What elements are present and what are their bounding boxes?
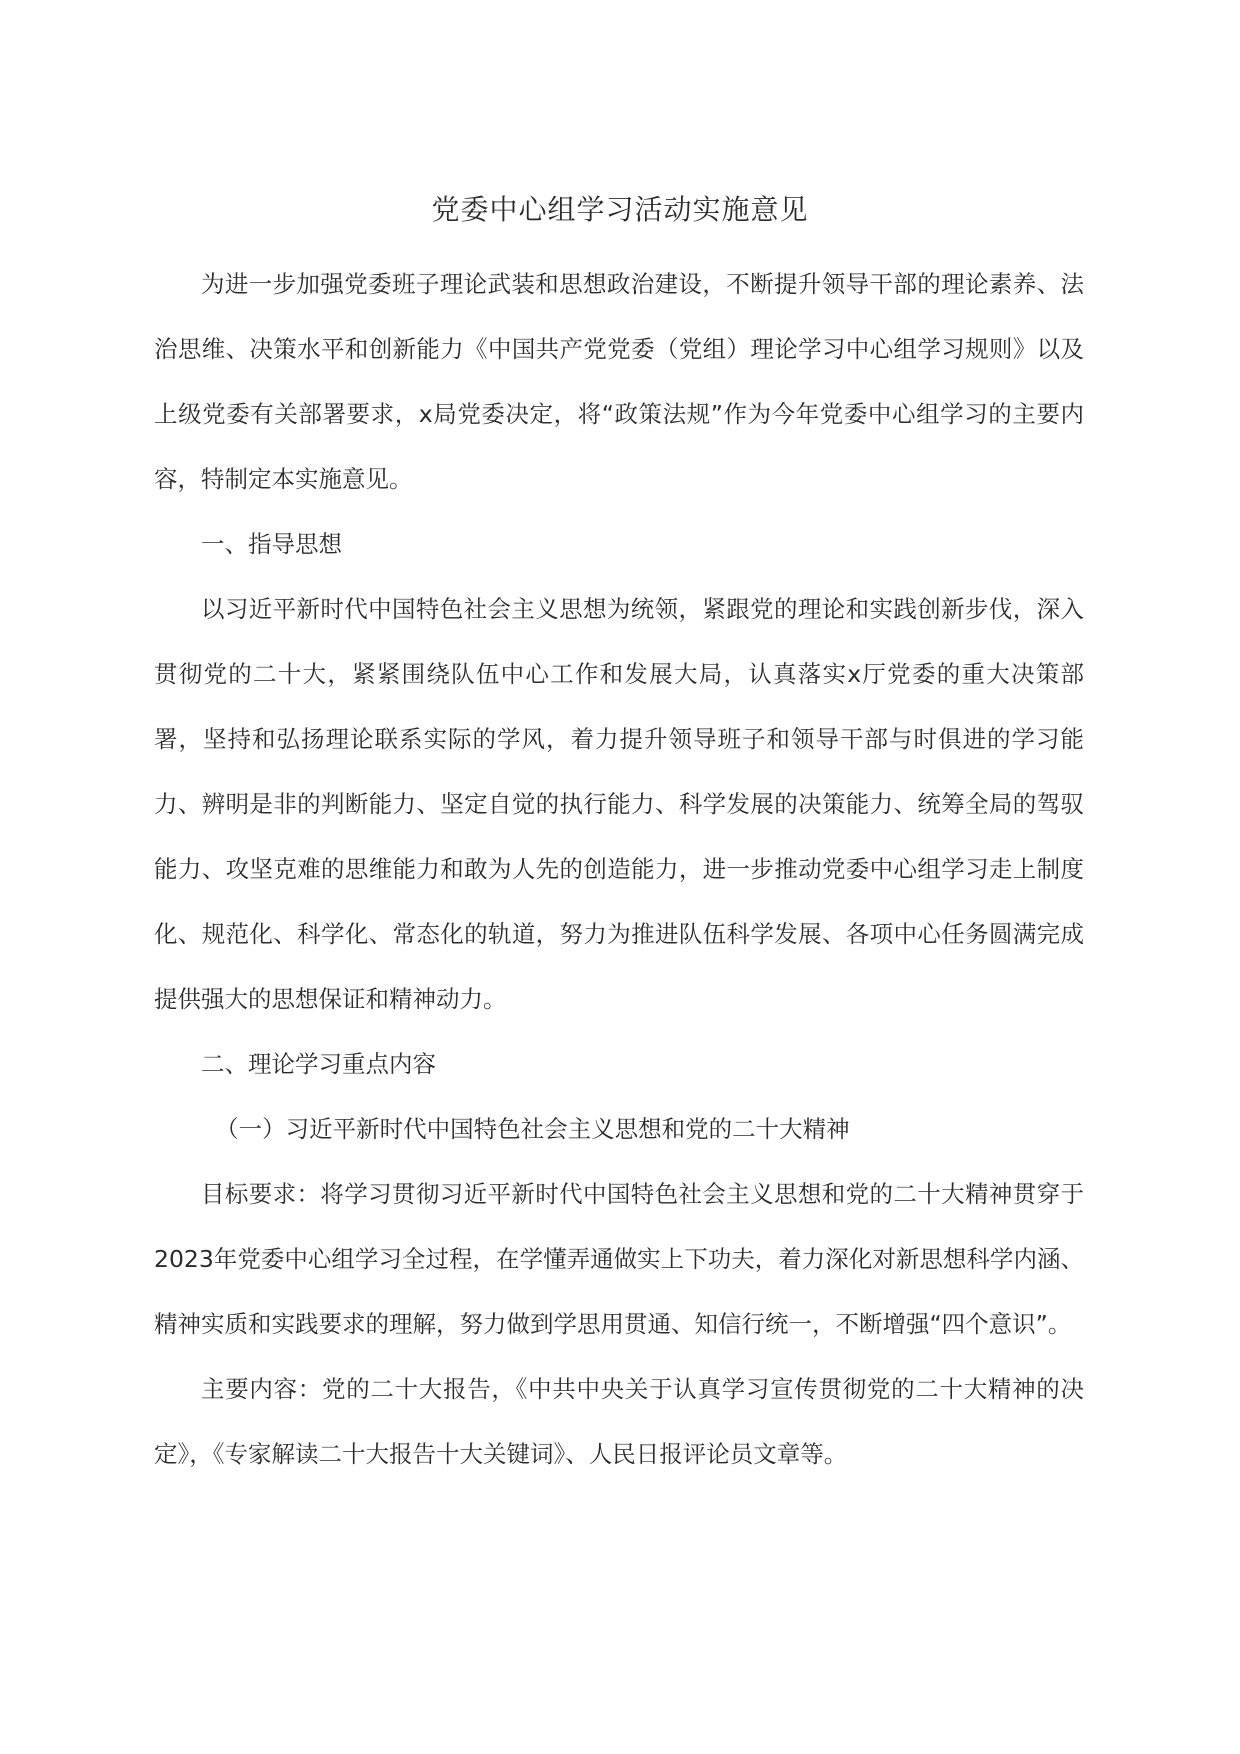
content-paragraph: 主要内容：党的二十大报告，《中共中央关于认真学习宣传贯彻党的二十大精神的决定》，《专家解读二十大报告十大关键词》、人民日报评论员文章等。 bbox=[154, 1375, 1084, 1468]
subsection-1-heading: （一）习近平新时代中国特色社会主义思想和党的二十大精神 bbox=[215, 1115, 850, 1143]
intro-paragraph: 为进一步加强党委班子理论武装和思想政治建设，不断提升领导干部的理论素养、法治思维、决策水平和创新能力《中国共产党党委（党组）理论学习中心组学习规则》以及上级党委有关部署要求，x局党委决定，将“政策法规”作为今年党委中心组学习的主要内容，特制定本实施意见。 bbox=[154, 270, 1084, 493]
section-1-heading: 一、指导思想 bbox=[201, 530, 342, 558]
goal-paragraph: 目标要求：将学习贯彻习近平新时代中国特色社会主义思想和党的二十大精神贯穿于2023年党委中心组学习全过程，在学懂弄通做实上下功夫，着力深化对新思想科学内涵、精神实质和实践要求的理解，努力做到学思用贯通、知信行统一，不断增强“四个意识”。 bbox=[154, 1180, 1084, 1338]
section-2-heading: 二、理论学习重点内容 bbox=[201, 1050, 436, 1078]
document-title: 党委中心组学习活动实施意见 bbox=[431, 193, 809, 226]
document-body bbox=[154, 252, 1084, 1487]
section-1-paragraph: 以习近平新时代中国特色社会主义思想为统领，紧跟党的理论和实践创新步伐，深入贯彻党的二十大，紧紧围绕队伍中心工作和发展大局，认真落实x厅党委的重大决策部署，坚持和弘扬理论联系实际的学风，着力提升领导班子和领导干部与时俱进的学习能力、辨明是非的判断能力、坚定自觉的执行能力、科学发展的决策能力、统筹全局的驾驭能力、攻坚克难的思维能力和敢为人先的创造能力，进一步推动党委中心组学习走上制度化、规范化、科学化、常态化的轨道，努力为推进队伍科学发展、各项中心任务圆满完成提供强大的思想保证和精神动力。 bbox=[154, 595, 1084, 1013]
